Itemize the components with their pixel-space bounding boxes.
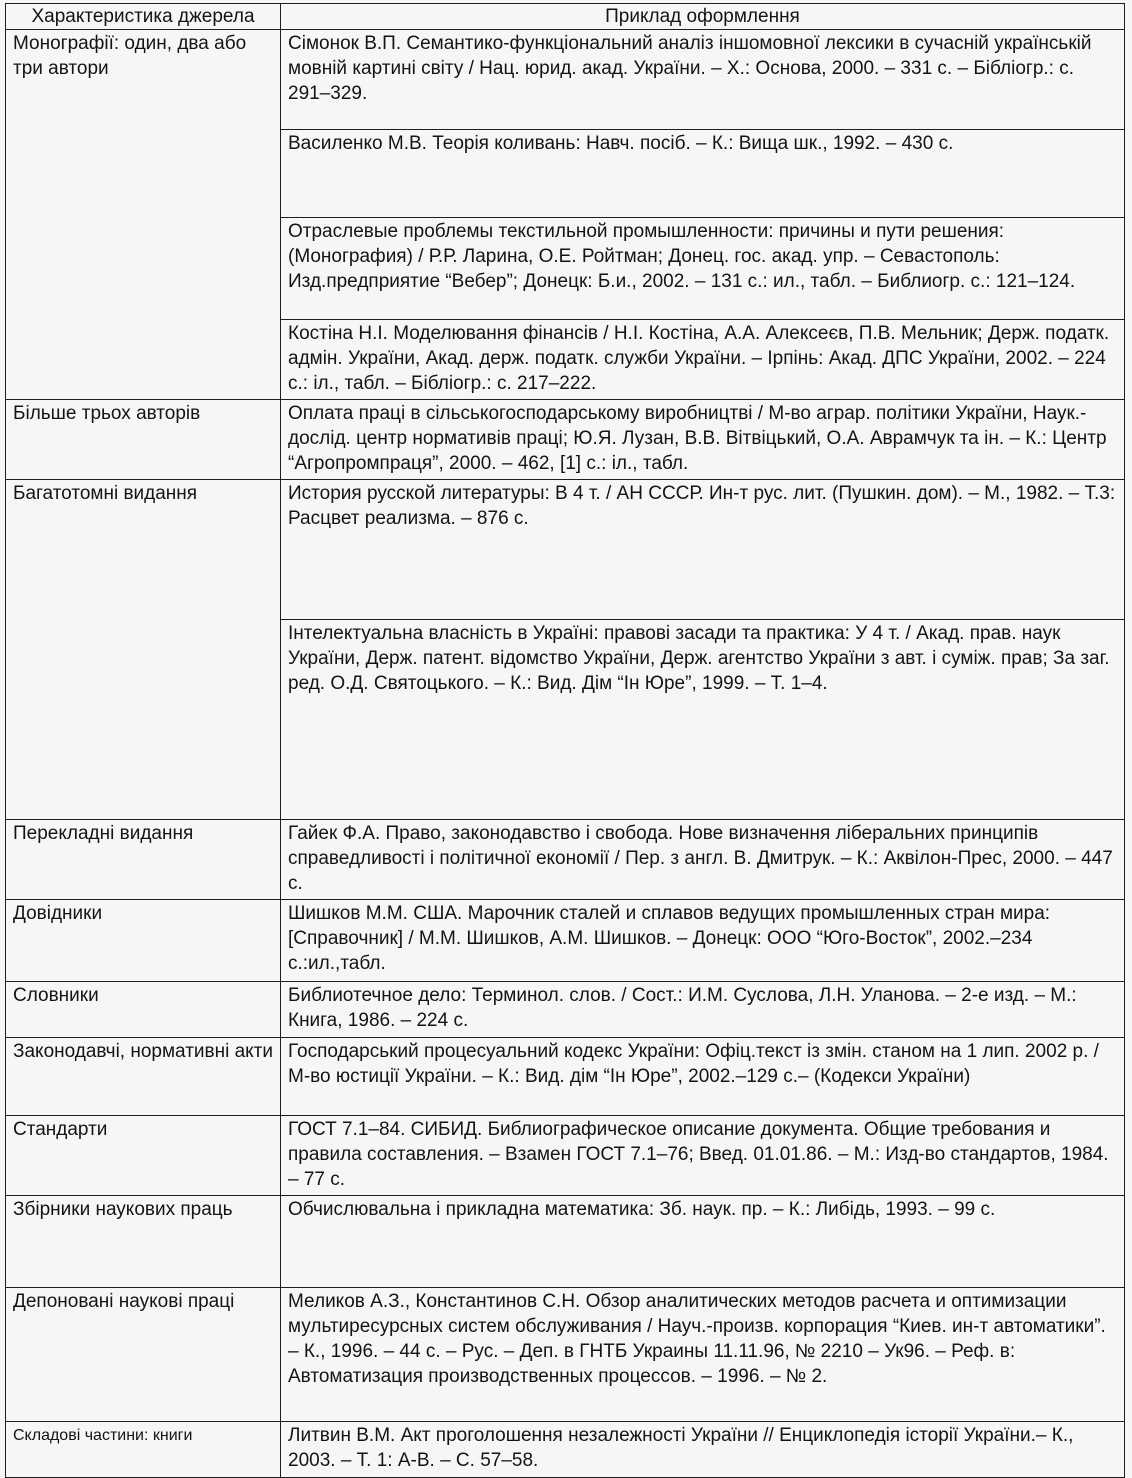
- category-cell: Стандарти: [6, 1116, 281, 1196]
- column-header-characteristic: Характеристика джерела: [6, 4, 281, 30]
- example-cell: Василенко М.В. Теорія коливань: Навч. посіб. – К.: Вища шк., 1992. – 430 с.: [281, 130, 1125, 218]
- table-row: [6, 1422, 1125, 1478]
- category-cell: Законодавчі, нормативні акти: [6, 1038, 281, 1116]
- example-cell: Сімонок В.П. Семантико-функціональний аналіз іншомовної лексики в сучасній українській мовній картині світу / Нац. юрид. акад. України. – Х.: Основа, 2000. – 331 с. – Бібліогр.: с. 291–329.: [281, 30, 1125, 130]
- table-row: [6, 900, 1125, 982]
- table-row: [6, 30, 1125, 130]
- example-cell: Литвин В.М. Акт проголошення незалежності України // Енциклопедія історії України.– К., 2003. – Т. 1: А-В. – С. 57–58.: [281, 1422, 1125, 1478]
- example-cell: Оплата праці в сільськогосподарському виробництві / М-во аграр. політики України, Наук.-дослід. центр нормативів праці; Ю.Я. Лузан, В.В. Вітвіцький, О.А. Аврамчук та ін. – К.: Центр “Агропромпраця”, 2000. – 462, [1] с.: іл., табл.: [281, 400, 1125, 480]
- table-row: [6, 820, 1125, 900]
- example-cell: Шишков М.М. США. Марочник сталей и сплавов ведущих промышленных стран мира: [Справочник] / М.М. Шишков, А.М. Шишков. – Донецк: ООО “Юго-Восток”, 2002.–234 с.:ил.,табл.: [281, 900, 1125, 982]
- table-row: [6, 1196, 1125, 1288]
- example-cell: Господарський процесуальний кодекс України: Офіц.текст із змін. станом на 1 лип. 2002 р. / М-во юстиції України. – К.: Вид. дім “Ін Юре”, 2002.–129 с.– (Кодекси України): [281, 1038, 1125, 1116]
- category-cell: Перекладні видання: [6, 820, 281, 900]
- table-row: [6, 1038, 1125, 1116]
- example-cell: Гайек Ф.А. Право, законодавство і свобода. Нове визначення ліберальних принципів справедливості і політичної економії / Пер. з англ. В. Дмитрук. – К.: Аквілон-Прес, 2000. – 447 с.: [281, 820, 1125, 900]
- example-cell: Костіна Н.І. Моделювання фінансів / Н.І. Костіна, А.А. Алексеєв, П.В. Мельник; Держ. податк. адмін. України, Акад. держ. податк. служби України. – Ірпінь: Акад. ДПС України, 2002. – 224 с.: іл., табл. – Бібліогр.: с. 217–222.: [281, 320, 1125, 400]
- example-cell: Библиотечное дело: Терминол. слов. / Сост.: И.М. Суслова, Л.Н. Уланова. – 2-е изд. – М.: Книга, 1986. – 224 с.: [281, 982, 1125, 1038]
- category-cell: Багатотомні видання: [6, 480, 281, 820]
- example-cell: Обчислювальна і прикладна математика: Зб. наук. пр. – К.: Либідь, 1993. – 99 с.: [281, 1196, 1125, 1288]
- column-header-example: Приклад оформлення: [281, 4, 1125, 30]
- category-cell: Складові частини: книги: [6, 1422, 281, 1478]
- category-cell: Депоновані наукові праці: [6, 1288, 281, 1422]
- example-cell: Отраслевые проблемы текстильной промышленности: причины и пути решения: (Монография) / Р.Р. Ларина, О.Е. Ройтман; Донец. гос. акад. упр. – Севастополь: Изд.предприятие “Вебер”; Донецк: Б.и., 2002. – 131 с.: ил., табл. – Библиогр. с.: 121–124.: [281, 218, 1125, 320]
- bibliography-table: [5, 3, 1125, 1478]
- table-row: [6, 480, 1125, 620]
- category-cell: Довідники: [6, 900, 281, 982]
- header-row: [6, 4, 1125, 30]
- example-cell: История русской литературы: В 4 т. / АН СССР. Ин-т рус. лит. (Пушкин. дом). – М., 1982. – Т.3: Расцвет реализма. – 876 с.: [281, 480, 1125, 620]
- category-cell: Збірники наукових праць: [6, 1196, 281, 1288]
- example-cell: ГОСТ 7.1–84. СИБИД. Библиографическое описание документа. Общие требования и правила составления. – Взамен ГОСТ 7.1–76; Введ. 01.01.86. – М.: Изд-во стандартов, 1984. – 77 с.: [281, 1116, 1125, 1196]
- example-cell: Меликов А.З., Константинов С.Н. Обзор аналитических методов расчета и оптимизации мультиресурсных систем обслуживания / Науч.-произв. корпорация “Киев. ин-т автоматики”. – К., 1996. – 44 с. – Рус. – Деп. в ГНТБ Украины 11.11.96, № 2210 – Ук96. – Реф. в: Автоматизация производственных процессов. – 1996. – № 2.: [281, 1288, 1125, 1422]
- category-cell: Більше трьох авторів: [6, 400, 281, 480]
- category-cell: Монографії: один, два або три автори: [6, 30, 281, 400]
- table-row: [6, 400, 1125, 480]
- table-row: [6, 1288, 1125, 1422]
- table-row: [6, 1116, 1125, 1196]
- table-row: [6, 982, 1125, 1038]
- category-cell: Словники: [6, 982, 281, 1038]
- example-cell: Інтелектуальна власність в Україні: правові засади та практика: У 4 т. / Акад. прав. наук України, Держ. патент. відомство України, Держ. агентство України з авт. і суміж. прав; За заг. ред. О.Д. Святоцького. – К.: Вид. Дім “Ін Юре”, 1999. – Т. 1–4.: [281, 620, 1125, 820]
